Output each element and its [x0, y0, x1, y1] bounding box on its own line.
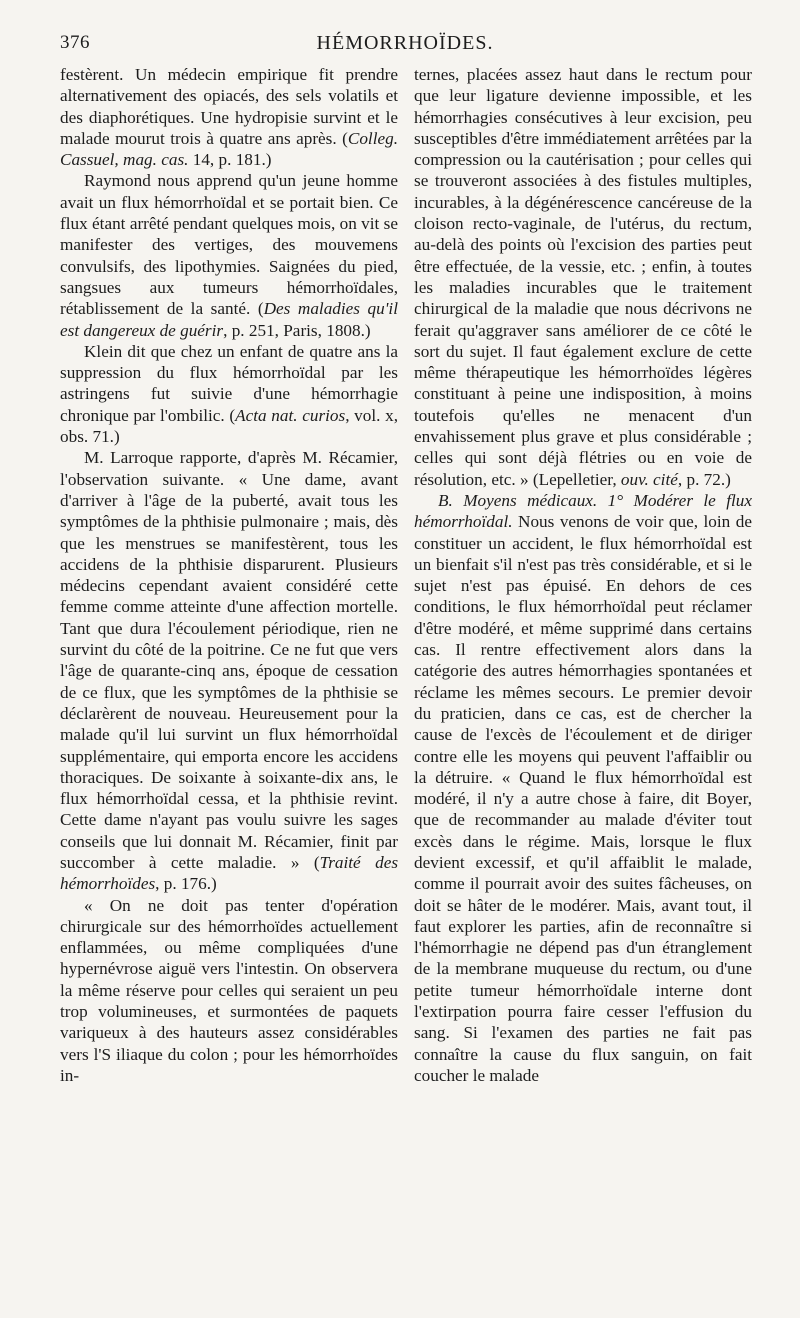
text-run: , p. 176.): [155, 874, 217, 894]
page-header: [60, 32, 750, 60]
paragraph: [414, 64, 752, 490]
left-column: [60, 64, 398, 1086]
running-title: HÉMORRHOÏDES.: [316, 32, 494, 54]
paragraph: [60, 170, 398, 340]
text-run: , p. 72.): [677, 469, 731, 489]
text-run: Raymond nous apprend qu'un jeune homme avait un flux hémorrhoïdal et se portait bien. Ce flux étant arrêté pendant quelques mois, on vit se manifester des vertiges, des mouvemens convulsifs, des lipothymies. Saignées du pied, sangsues aux tumeurs hémorrhoïdales, rétablissement de la santé. (: [60, 171, 398, 319]
text-run: , vol. x, obs. 71.): [60, 405, 398, 447]
italic-text: ouv. cité: [620, 469, 678, 489]
paragraph: [60, 341, 398, 447]
text-run: Klein dit que chez un enfant de quatre ans la suppression du flux hémorrhoïdal par les astringens fut suivie d'une hémorrhagie chronique par l'ombilic. (: [60, 341, 398, 425]
text-run: M. Larroque rapporte, d'après M. Récamier, l'observation suivante. « Une dame, avant d'arriver à l'âge de la puberté, avait tous les symptômes de la phthisie pulmonaire ; mais, dès que les menstrues se manifestèrent, tous les accidens de la phthisie disparurent. Plusieurs médecins cependant avaient considéré cette femme comme atteinte d'une affection mortelle. Tant que dura l'écoulement périodique, rien ne survint du côté de la poitrine. Ce ne fut que vers l'âge de quarante-cinq ans, époque de cessation de ce flux, que les symptômes de la phthisie se déclarèrent de nouveau. Heureusement pour la malade qu'il lui survint un flux hémorrhoïdal supplémentaire, qui emporta encore les accidens thoraciques. De soixante à soixante-dix ans, le flux hémorrhoïdal cessa, et la phthisie revint. Cette dame n'ayant pas voulu suivre les sages conseils que lui donnait M. Récamier, finit par succomber à cette maladie. » (: [60, 448, 398, 872]
italic-text: Acta nat. curios: [235, 405, 346, 425]
text-run: Nous venons de voir que, loin de constituer un accident, le flux hémorrhoïdal est un bienfait s'il n'est pas très considérable, et si le sujet n'est pas épuisé. En dehors de ces conditions, le flux hémorrhoïdal peut réclamer d'être modéré, et même supprimé dans certains cas. Il rentre effectivement alors dans la catégorie des autres hémorrhagies spontanées et réclame les mêmes secours. Le premier devoir du praticien, dans ce cas, est de chercher la cause de l'excès de l'écoulement et de diriger contre elle les moyens qui peuvent l'affaiblir ou la détruire. « Quand le flux hémorrhoïdal est modéré, il n'y a autre chose à faire, dit Boyer, que de recommander au malade d'éviter tout excès dans le régime. Mais, lorsque le flux devient excessif, et qu'il affaiblit le malade, comme il pourrait avoir des suites fâcheuses, on doit se hâter de le modérer. Mais, avant tout, il faut explorer les parties, afin de reconnaître si l'hémorrhagie ne dépend pas d'un étranglement de la membrane muqueuse du rectum, ou d'une petite tumeur hémorrhoïdale interne dont l'extirpation pourra faire cesser l'effusion du sang. Si l'examen des parties ne fait pas connaître la cause du flux sanguin, on fait coucher le malade: [414, 512, 752, 1085]
italic-text: Traité des hémorrhoïdes: [60, 852, 399, 894]
text-run: « On ne doit pas tenter d'opération chirurgicale sur des hémorrhoïdes actuellement enflammées, ou même compliquées d'une hypernévrose aiguë vers l'intestin. On observera la même réserve pour celles qui seraient un peu trop volumineuses, et surmontées de paquets variqueux à des hauteurs assez considérables vers l'S iliaque du colon ; pour les hémorrhoïdes in-: [60, 895, 398, 1085]
paragraph: [60, 447, 398, 894]
paragraph: [60, 895, 398, 1087]
page-number: 376: [60, 32, 90, 53]
text-run: 14, p. 181.): [188, 150, 272, 170]
italic-text: Des maladies qu'il est dangereux de guérir: [60, 299, 398, 340]
italic-text: Colleg. Cassuel, mag. cas.: [60, 128, 398, 170]
italic-text: B. Moyens médicaux. 1° Modérer le flux hémorrhoïdal.: [414, 490, 752, 532]
paragraph: [60, 64, 398, 170]
text-run: ternes, placées assez haut dans le rectum pour que leur ligature devienne impossible, et les hémorrhagies consécutives à leur excision, peu susceptibles d'être immédiatement arrêtées par la compression ou la cautérisation ; pour celles qui se trouveront associées à des fistules multiples, incurables, à la dégénérescence cancéreuse de la cloison recto-vaginale, de l'utérus, du rectum, au-delà des points où l'excision des parties peut être effectuée, de la vessie, etc. ; enfin, à toutes les maladies incurables que le traitement chirurgical de la maladie que nous décrivons ne ferait qu'aggraver sans améliorer de ce côté le sort du sujet. Il faut également exclure de cette même thérapeutique les hémorrhoïdes légères constituant à peine une indisposition, à moins toutefois qu'elles ne menacent d'un envahissement plus grave et plus considérable ; celles qui sont déjà flétries ou en voie de résolution, etc. » (Lepelletier,: [414, 65, 752, 489]
right-column: [414, 64, 752, 1086]
paragraph: [414, 490, 752, 1086]
text-run: festèrent. Un médecin empirique fit prendre alternativement des opiacés, des sels volatils et des diaphorétiques. Une hydropisie survint et le malade mourut trois à quatre ans après. (: [60, 65, 398, 148]
text-run: , p. 251, Paris, 1808.): [223, 320, 371, 340]
